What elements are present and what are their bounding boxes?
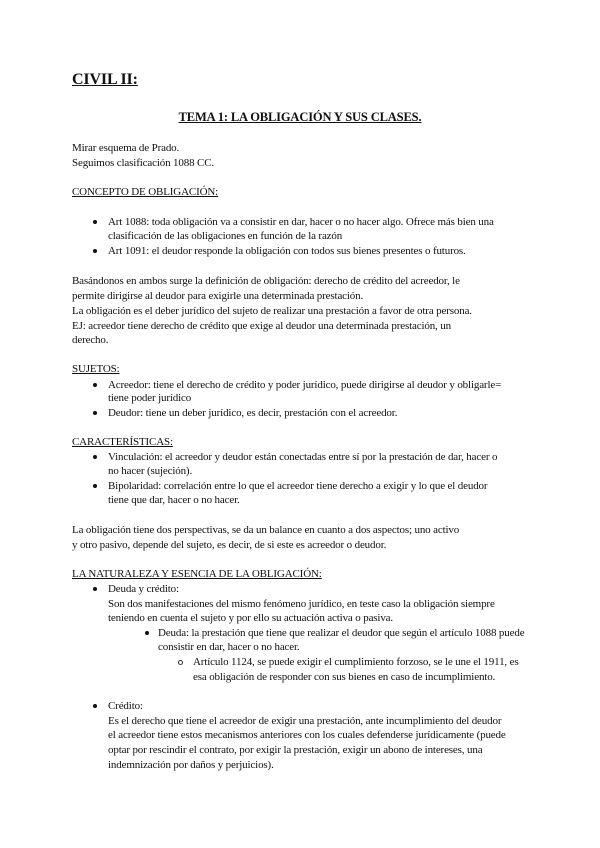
topic-title: TEMA 1: LA OBLIGACIÓN Y SUS CLASES.	[178, 110, 422, 124]
bullet-icon	[93, 411, 97, 415]
list-item-cont: clasificación de las obligaciones en función de la razón	[108, 230, 343, 242]
paragraph-line: derecho.	[72, 334, 109, 346]
document-title: CIVIL II:	[72, 71, 138, 88]
paragraph-line: La obligación tiene dos perspectivas, se da un balance en cuanto a dos aspectos; uno activo	[72, 524, 460, 536]
intro-line: Seguimos clasificación 1088 CC.	[72, 157, 214, 169]
bullet-icon	[93, 484, 97, 488]
list-item-cont: tiene que dar, hacer o no hacer.	[108, 494, 240, 506]
section-heading-naturaleza: LA NATURALEZA Y ESENCIA DE LA OBLIGACIÓN:	[72, 568, 322, 580]
paragraph-line: y otro pasivo, depende del sujeto, es decir, de si este es acreedor o deudor.	[72, 539, 387, 551]
list-item-cont: Es el derecho que tiene el acreedor de exigir una prestación, ante incumplimiento del deudor	[108, 715, 502, 727]
paragraph-line: EJ: acreedor tiene derecho de crédito que exige al deudor una determinada prestación, un	[72, 320, 451, 332]
list-item-cont: indemnización por daños y perjuicios).	[108, 759, 274, 771]
bullet-icon	[93, 455, 97, 459]
list-item-cont: teniendo en cuenta el sujeto y por ello su actuación activa o pasiva.	[108, 612, 394, 624]
list-item: Vinculación: el acreedor y deudor están conectadas entre sí por la prestación de dar, hacer o	[108, 451, 498, 463]
bullet-icon	[93, 704, 97, 708]
list-item: Acreedor: tiene el derecho de crédito y poder jurídico, puede dirigirse al deudor y obligarle=	[108, 379, 502, 391]
intro-line: Mirar esquema de Prado.	[72, 142, 180, 154]
list-item-cont: el acreedor tiene estos mecanismos anteriores con los cuales defenderse jurídicamente (puede	[108, 729, 506, 741]
section-heading-sujetos: SUJETOS:	[72, 363, 120, 375]
bullet-icon	[93, 383, 97, 387]
paragraph-line: La obligación es el deber jurídico del sujeto de realizar una prestación a favor de otra persona.	[72, 305, 472, 317]
list-item-cont: Son dos manifestaciones del mismo fenómeno jurídico, en teste caso la obligación siempre	[108, 598, 495, 610]
list-item-cont: optar por rescindir el contrato, por exigir la prestación, exigir un abono de intereses, una	[108, 744, 483, 756]
list-item-nested: Deuda: la prestación que tiene que realizar el deudor que según el artículo 1088 puede	[158, 627, 525, 639]
list-item-cont: consistir en dar, hacer o no hacer.	[158, 641, 300, 653]
bullet-icon	[93, 249, 97, 253]
paragraph-line: Basándonos en ambos surge la definición de obligación: derecho de crédito del acreedor, le	[72, 275, 460, 287]
list-item: Deuda y crédito:	[108, 583, 179, 595]
list-item: Deudor: tiene un deber jurídico, es decir, prestación con el acreedor.	[108, 407, 398, 419]
circle-bullet-icon	[178, 660, 183, 665]
list-item-cont: esa obligación de responder con sus bienes en caso de incumplimiento.	[193, 671, 496, 683]
bullet-icon	[93, 587, 97, 591]
list-item: Art 1088: toda obligación va a consistir en dar, hacer o no hacer algo. Ofrece más bien una	[108, 216, 494, 228]
list-item-nested: Artículo 1124, se puede exigir el cumplimiento forzoso, se le une el 1911, es	[193, 656, 519, 668]
list-item-cont: no hacer (sujeción).	[108, 465, 193, 477]
paragraph-line: permite dirigirse al deudor para exigirle una determinada prestación.	[72, 290, 364, 302]
list-item: Art 1091: el deudor responde la obligación con todos sus bienes presentes o futuros.	[108, 245, 466, 257]
list-item-cont: tiene poder jurídico	[108, 392, 192, 404]
bullet-icon	[145, 631, 149, 635]
list-item: Bipolaridad: correlación entre lo que el acreedor tiene derecho a exigir y lo que el deudor	[108, 480, 488, 492]
list-item: Crédito:	[108, 700, 143, 712]
section-heading-caracteristicas: CARACTERÍSTICAS:	[72, 436, 173, 448]
bullet-icon	[93, 220, 97, 224]
section-heading-concepto: CONCEPTO DE OBLIGACIÓN:	[72, 186, 219, 198]
